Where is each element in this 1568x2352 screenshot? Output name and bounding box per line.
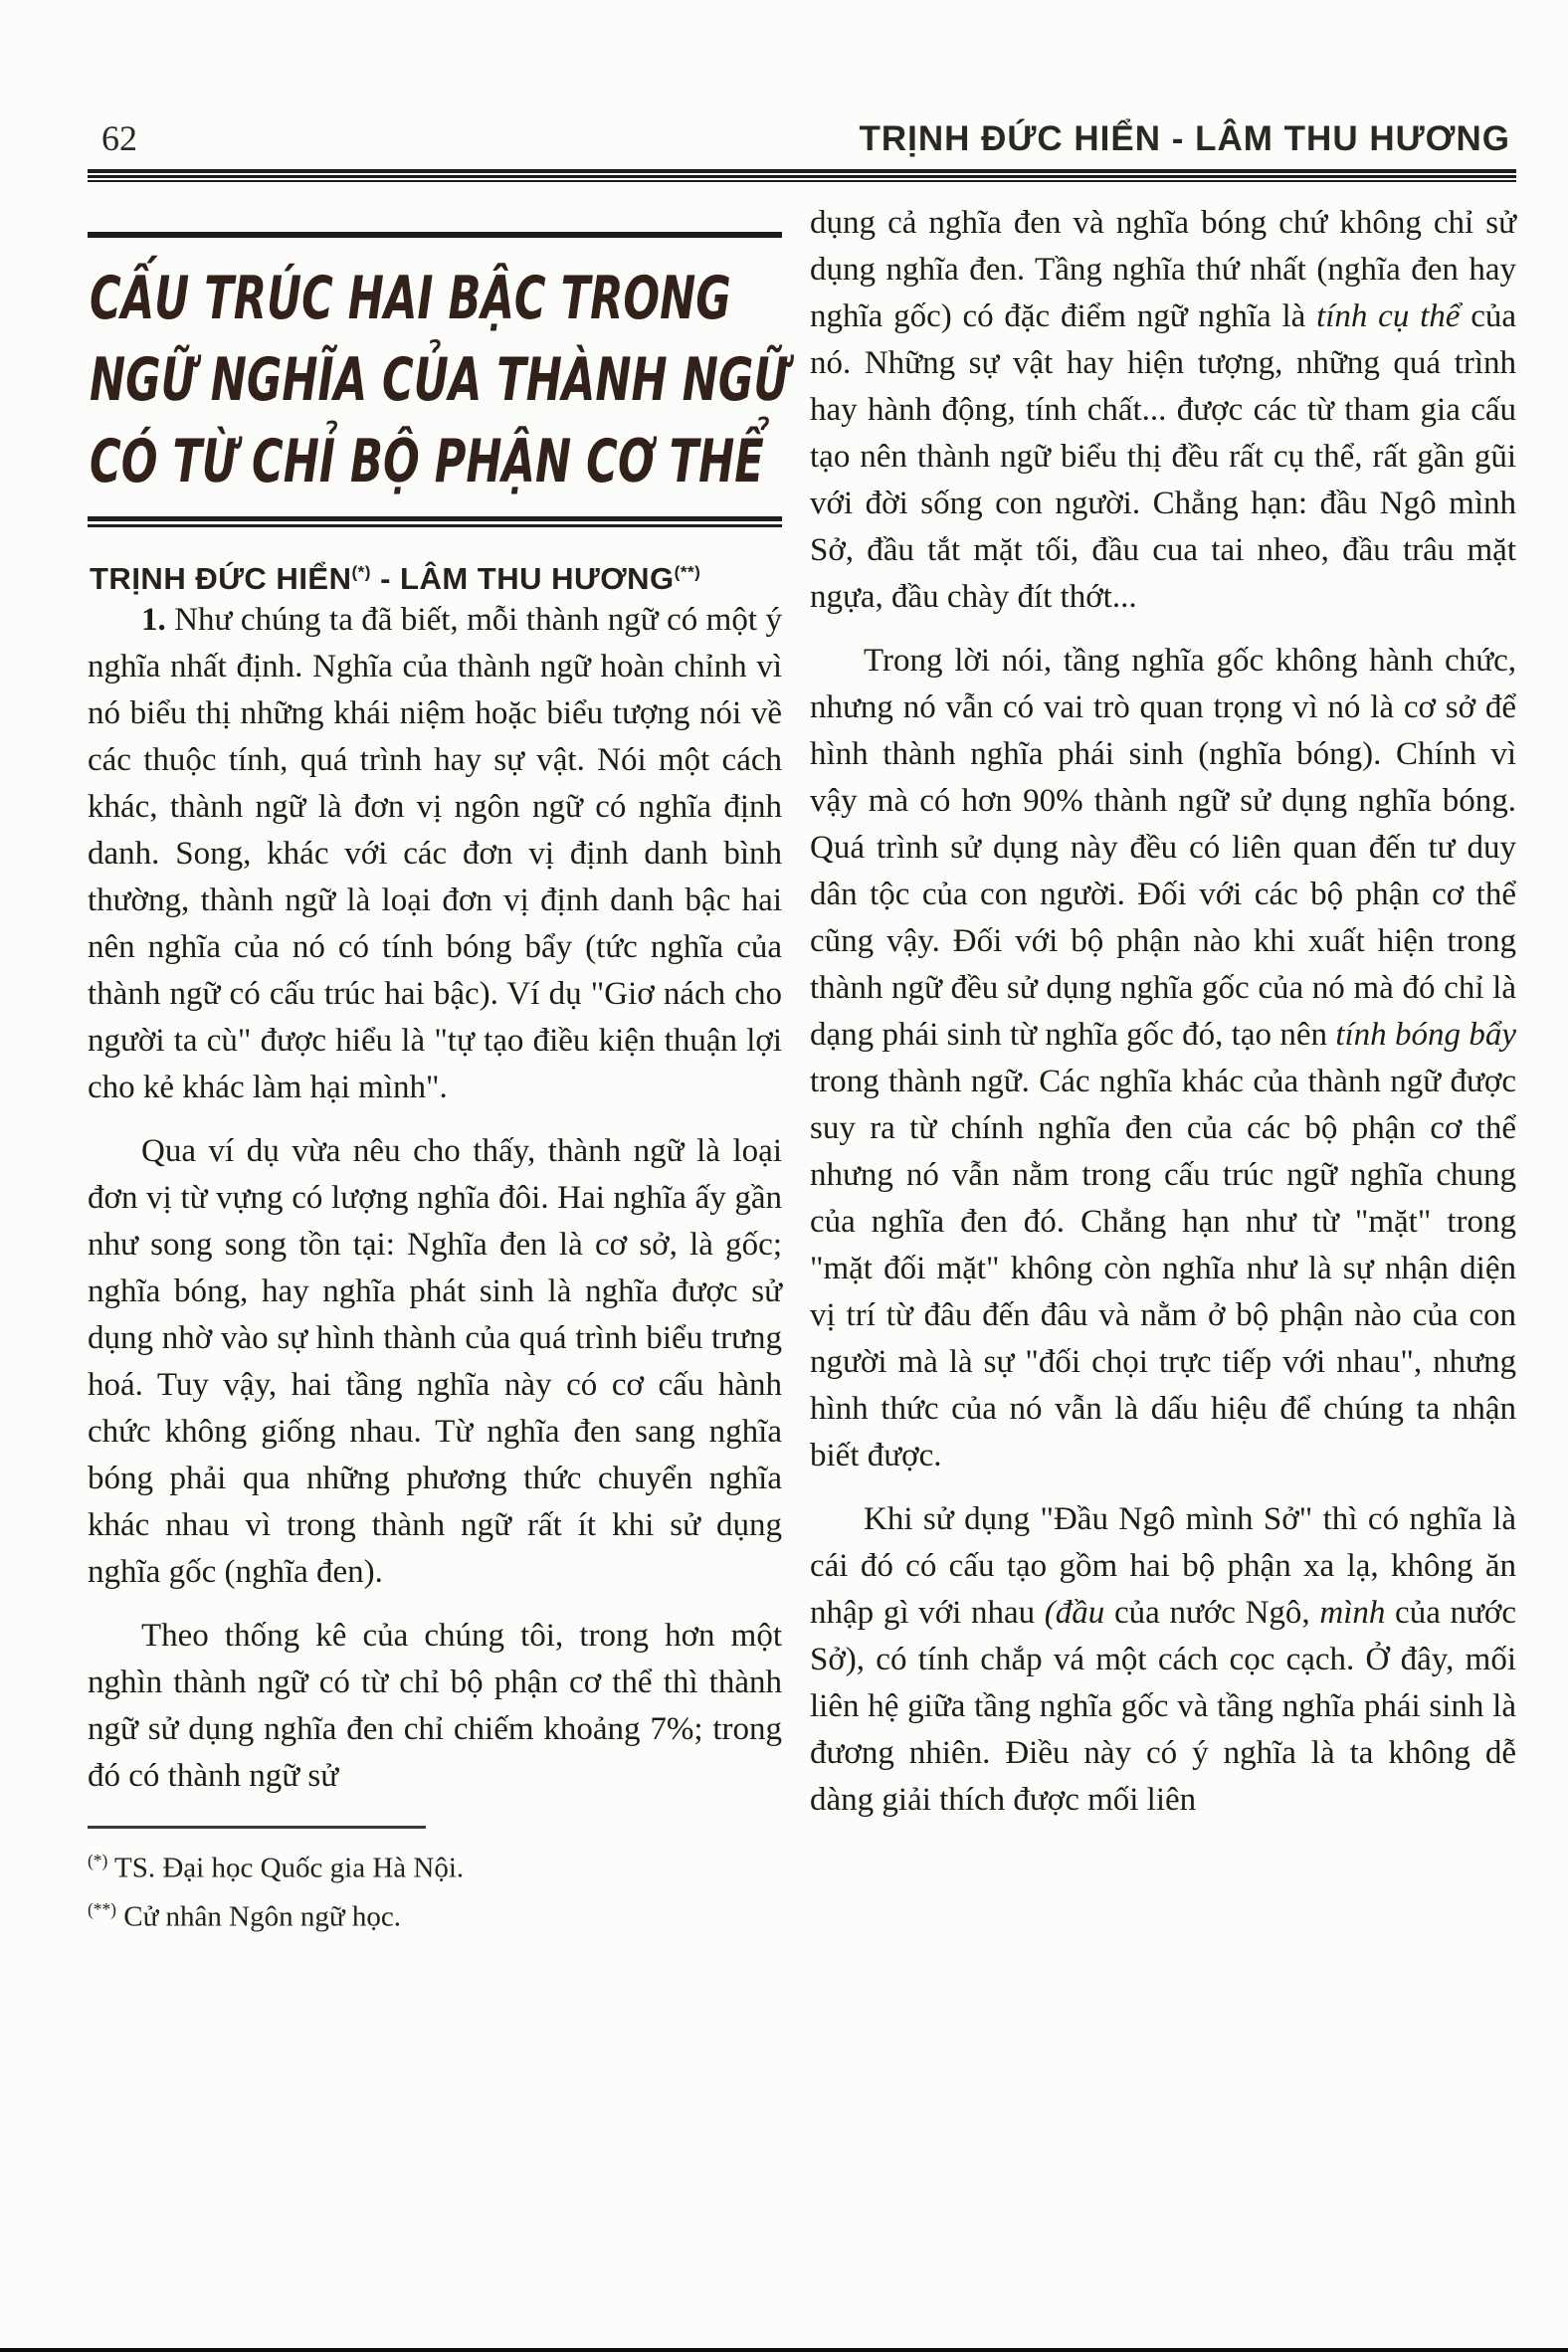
running-head-authors: TRỊNH ĐỨC HIỂN - LÂM THU HƯƠNG [859,119,1510,158]
paragraph-left-1: 1. Như chúng ta đã biết, mỗi thành ngữ có một ý nghĩa nhất định. Nghĩa của thành ngữ hoàn chỉnh vì nó biểu thị những khái niệm hoặc biểu tượng nói về các thuộc tính, quá trình hay sự vật. Nói một cách khác, thành ngữ là đơn vị ngôn ngữ có nghĩa định danh. Song, khác với các đơn vị định danh bình thường, thành ngữ là loại đơn vị định danh bậc hai nên nghĩa của nó có tính bóng bẩy (tức nghĩa của thành ngữ có cấu trúc hai bậc). Ví dụ "Giơ nách cho người ta cù" được hiểu là "tự tạo điều kiện thuận lợi cho kẻ khác làm hại mình". [88,602,782,1105]
footnote-block [88,1826,782,1937]
paragraph-right-1: dụng cả nghĩa đen và nghĩa bóng chứ không chỉ sử dụng nghĩa đen. Tầng nghĩa thứ nhất (nghĩa đen hay nghĩa gốc) có đặc điểm ngữ nghĩa là tính cụ thể của nó. Những sự vật hay hiện tượng, những quá trình hay hành động, tính chất... được các từ tham gia cấu tạo nên thành ngữ biểu thị đều rất cụ thể, rất gần gũi với đời sống con người. Chẳng hạn: đầu Ngô mình Sở, đầu tắt mặt tối, đầu cua tai nheo, đầu trâu mặt ngựa, đầu chày đít thớt... [810,205,1516,615]
paragraph-left-2: Qua ví dụ vừa nêu cho thấy, thành ngữ là loại đơn vị từ vựng có lượng nghĩa đôi. Hai nghĩa ấy gần như song song tồn tại: Nghĩa đen là cơ sở, là gốc; nghĩa bóng, hay nghĩa phát sinh là nghĩa được sử dụng nhờ vào sự hình thành của quá trình biểu trưng hoá. Tuy vậy, hai tầng nghĩa này có cơ cấu hành chức không giống nhau. Từ nghĩa đen sang nghĩa bóng phải qua những phương thức chuyển nghĩa khác nhau vì trong thành ngữ rất ít khi sử dụng nghĩa gốc (nghĩa đen). [88,1133,782,1590]
paragraph-right-2: Trong lời nói, tầng nghĩa gốc không hành chức, nhưng nó vẫn có vai trò quan trọng vì nó là cơ sở để hình thành nghĩa phái sinh (nghĩa bóng). Chính vì vậy mà có hơn 90% thành ngữ sử dụng nghĩa bóng. Quá trình sử dụng này đều có liên quan đến tư duy dân tộc của con người. Đối với các bộ phận cơ thể cũng vậy. Đối với bộ phận nào khi xuất hiện trong thành ngữ đều sử dụng nghĩa gốc của nó mà đó chỉ là dạng phái sinh từ nghĩa gốc đó, tạo nên tính bóng bẩy trong thành ngữ. Các nghĩa khác của thành ngữ được suy ra từ chính nghĩa đen của các bộ phận cơ thể nhưng nó vẫn nằm trong cấu trúc ngữ nghĩa chung của nghĩa đen đó. Chẳng hạn như từ "mặt" trong "mặt đối mặt" không còn nghĩa như là sự nhận diện vị trí từ đâu đến đâu và nằm ở bộ phận nào của con người mà là sự "đối chọi trực tiếp với nhau", nhưng hình thức của nó vẫn là dấu hiệu để chúng ta nhận biết được. [810,643,1517,1473]
title-line-2: NGỮ NGHĨA CỦA THÀNH NGỮ [90,345,789,415]
left-column [88,200,789,1937]
page-content [88,117,1516,1937]
page-number: 62 [101,118,137,158]
two-column-layout [88,200,1516,1937]
article-title [90,258,789,502]
title-rule-bottom [88,516,782,527]
authors-line: TRỊNH ĐỨC HIỂN(*) - LÂM THU HƯƠNG(**) [90,561,701,596]
footnote-rule [88,1826,426,1829]
right-column [810,200,1516,1937]
title-line-1: CẤU TRÚC HAI BẬC TRONG [90,264,731,333]
footnote-1: (*) TS. Đại học Quốc gia Hà Nội. [88,1851,465,1884]
header-rule [88,169,1516,182]
article-title-block [88,232,789,527]
footnote-2: (**) Cử nhân Ngôn ngữ học. [88,1898,401,1933]
title-line-3: CÓ TỪ CHỈ BỘ PHẬN CƠ THỂ [90,427,764,496]
running-header [88,117,1516,169]
title-rule-top [88,232,782,238]
paragraph-right-3: Khi sử dụng "Đầu Ngô mình Sở" thì có nghĩa là cái đó có cấu tạo gồm hai bộ phận xa lạ, không ăn nhập gì với nhau (đầu của nước Ngô, mình của nước Sở), có tính chắp vá một cách cọc cạch. Ở đây, mối liên hệ giữa tầng nghĩa gốc và tầng nghĩa phái sinh là đương nhiên. Điều này có ý nghĩa là ta không dễ dàng giải thích được mối liên [810,1501,1517,1818]
scan-bottom-edge [0,2348,1568,2352]
paragraph-left-3: Theo thống kê của chúng tôi, trong hơn một nghìn thành ngữ có từ chỉ bộ phận cơ thể thì thành ngữ sử dụng nghĩa đen chỉ chiếm khoảng 7%; trong đó có thành ngữ sử [88,1618,782,1794]
